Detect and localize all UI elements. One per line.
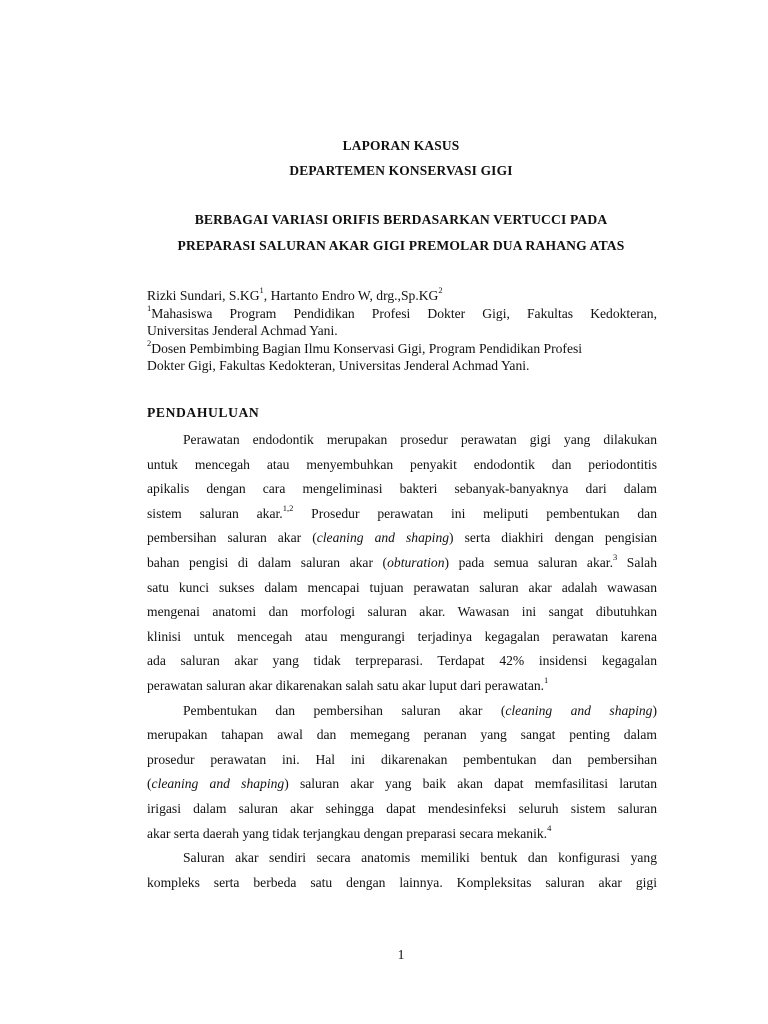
paragraph-1-line: sistem saluran akar.$^{1,2}$ Prosedur perawatan ini meliputi pembentukan dan [147, 503, 657, 521]
author-2: Hartanto Endro W, drg.,Sp.KG [270, 288, 439, 303]
citation-mark: 4 [547, 822, 552, 833]
page-number: 1 [397, 947, 405, 962]
paragraph-1-line: mengenai anatomi dan morfologi saluran akar. Wawasan ini sangat dibutuhkan [147, 604, 657, 620]
author-line [147, 287, 657, 305]
affiliation-1-line-2: Universitas Jenderal Achmad Yani. [147, 323, 338, 338]
author-1-affiliation-mark: 1 [259, 285, 264, 296]
title-line-1: BERBAGAI VARIASI ORIFIS BERDASARKAN VERTUCCI PADA [194, 212, 608, 227]
paragraph-3-line: kompleks serta berbeda satu dengan lainnya. Kompleksitas saluran akar gigi [147, 874, 657, 890]
author-separator: , [263, 288, 271, 303]
affiliation-1-mark: 1 [147, 302, 152, 313]
emphasis-term: cleaning and shaping [316, 530, 450, 546]
paragraph-1-line: Perawatan endodontik merupakan prosedur perawatan gigi yang dilakukan [183, 432, 657, 447]
paragraph-2-line: (cleaning and shaping) saluran akar yang baik akan dapat memfasilitasi larutan [147, 776, 657, 792]
paragraph-2-line: merupakan tahapan awal dan memegang peranan yang sangat penting dalam [147, 727, 657, 743]
author-2-affiliation-mark: 2 [438, 285, 443, 296]
citation-mark: 3 [612, 552, 618, 563]
affiliation-2-mark: 2 [147, 337, 152, 348]
department-heading: DEPARTEMEN KONSERVASI GIGI [289, 163, 513, 178]
paragraph-1-line: satu kunci sukses dalam mencapai tujuan perawatan saluran akar adalah wawasan [147, 579, 657, 595]
section-heading: PENDAHULUAN [147, 405, 260, 420]
author-block [147, 287, 657, 375]
paragraph-1-line: untuk mencegah atau menyembuhkan penyakit endodontik dan periodontitis [147, 456, 657, 472]
affiliation-2-line-2: Dokter Gigi, Fakultas Kedokteran, Universitas Jenderal Achmad Yani. [147, 358, 530, 373]
citation-mark: 1 [544, 675, 549, 686]
citation-mark: 1,2 [282, 503, 294, 514]
emphasis-term: cleaning and shaping [151, 776, 285, 792]
emphasis-term: obturation [387, 554, 445, 570]
paragraph-3-line: Saluran akar sendiri secara anatomis memiliki bentuk dan konfigurasi yang [183, 850, 657, 866]
paragraph-2-line: akar serta daerah yang tidak terjangkau dengan preparasi secara mekanik.$^4$ [147, 822, 552, 841]
paragraph-2-line: prosedur perawatan ini. Hal ini dikarenakan pembentukan dan pembersihan [147, 751, 657, 767]
paragraph-1-line: perawatan saluran akar dikarenakan salah satu akar luput dari perawatan.$^1$ [147, 675, 549, 693]
title-line-2: PREPARASI SALURAN AKAR GIGI PREMOLAR DUA RAHANG ATAS [177, 238, 625, 253]
paragraph-2-line: irigasi dalam saluran akar sehingga dapat mendesinfeksi seluruh sistem saluran [147, 800, 657, 816]
paragraph-1-line: ada saluran akar yang tidak terpreparasi. Terdapat 42% insidensi kegagalan [147, 653, 657, 669]
paragraph-1-line: bahan pengisi di dalam saluran akar (obturation) pada semua saluran akar.$^3$ Salah [147, 552, 658, 570]
paragraph-1-line: klinisi untuk mencegah atau mengurangi terjadinya kegagalan perawatan karena [147, 628, 657, 644]
report-type-heading: LAPORAN KASUS [342, 138, 460, 153]
paragraph-2-line: Pembentukan dan pembersihan saluran akar (cleaning and shaping) [183, 702, 657, 718]
affiliation-2-line-1: $^2$Dosen Pembimbing Bagian Ilmu Konservasi Gigi, Program Pendidikan Profesi [147, 337, 583, 356]
author-1: Rizki Sundari, S.KG [147, 288, 260, 303]
section-body [147, 428, 657, 895]
affiliation-1-line-1: $^1$Mahasiswa Program Pendidikan Profesi Dokter Gigi, Fakultas Kedokteran, [147, 302, 657, 321]
paragraph-1-line: apikalis dengan cara mengeliminasi bakteri sebanyak-banyaknya dari dalam [147, 481, 657, 497]
paragraph-1-line: pembersihan saluran akar (cleaning and shaping) serta diakhiri dengan pengisian [147, 530, 657, 546]
emphasis-term: cleaning and shaping [505, 702, 653, 718]
